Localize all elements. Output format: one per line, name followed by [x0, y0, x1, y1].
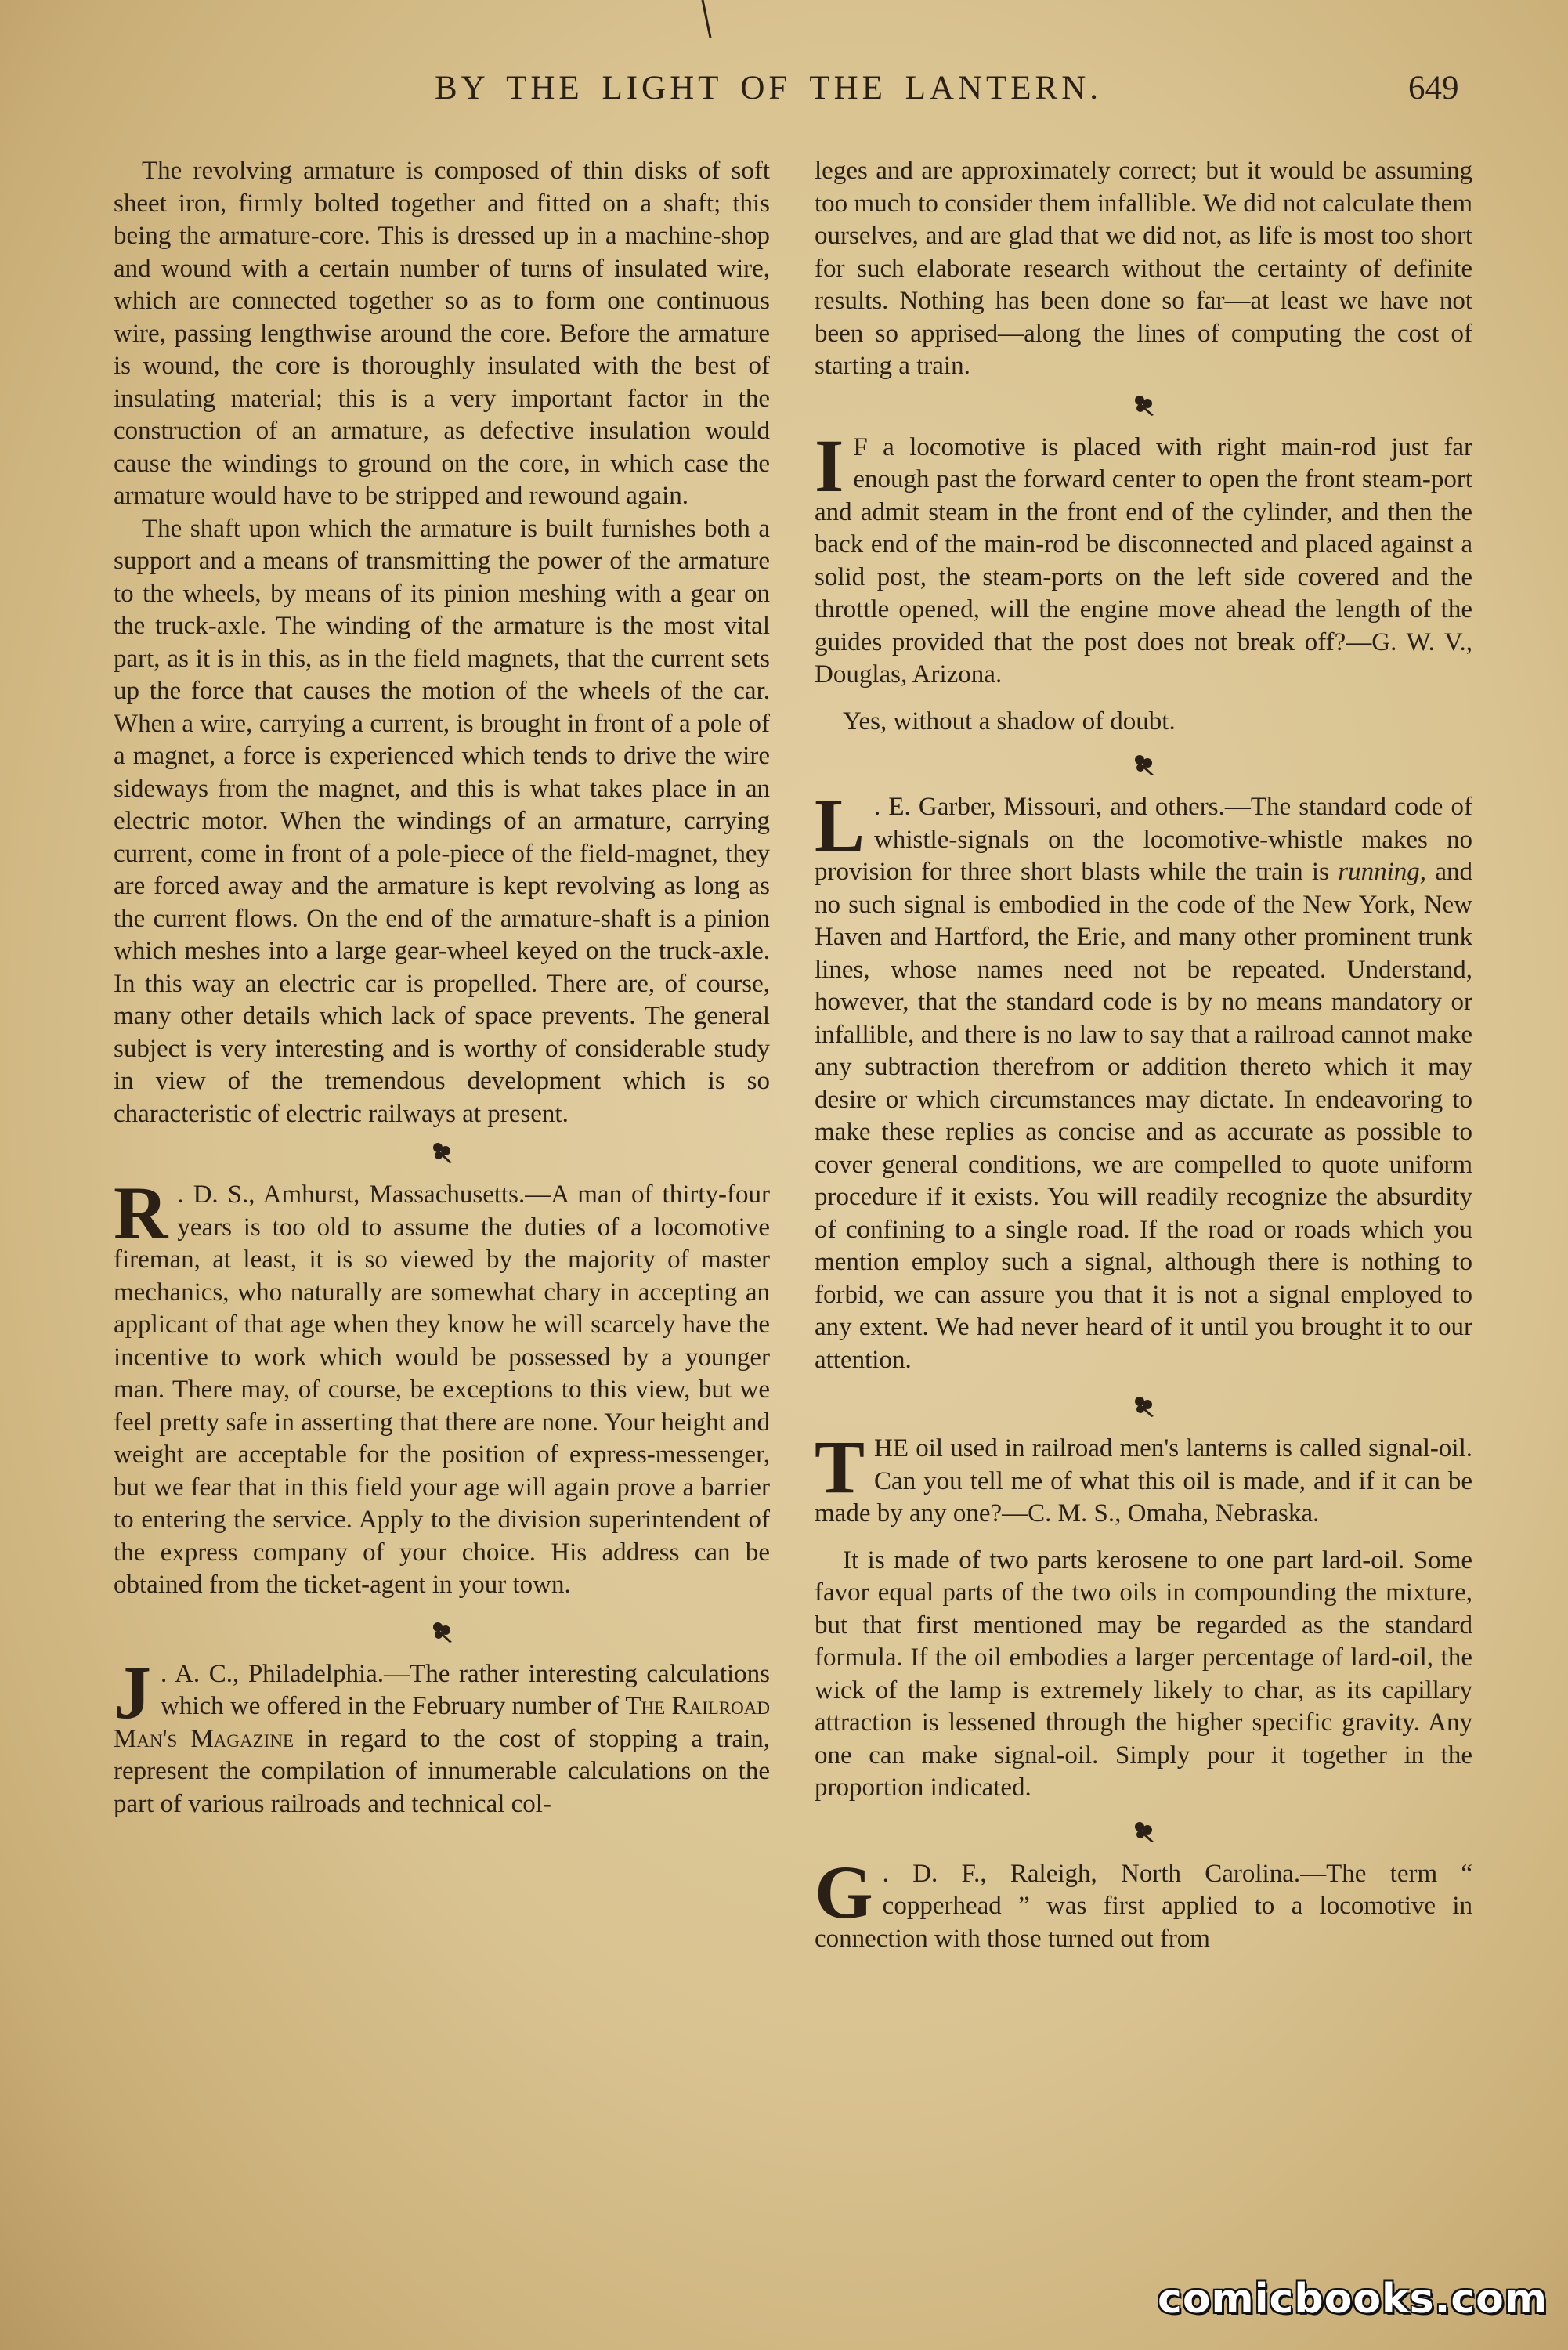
query-rds [114, 1171, 770, 1602]
armature-paragraph-2: The shaft upon which the armature is built furnishes both a support and a means of transmitting the power of the armature to the wheels, by means of its pinion meshing with a gear on the truck-axle. The winding of the armature is the most vital part, as it is in this, as in the field magnets, that the current sets up the force that causes the motion of the wheels of the car. When a wire, carrying a current, is brought in front of a pole of a magnet, a force is experienced which tends to drive the wire sideways from the magnet, and this is what takes place in an electric motor. When the windings of an armature, carrying current, come in front of a pole-piece of the field-magnet, they are forced away and the armature is kept revolving as long as the current flows. On the end of the armature-shaft is a pinion which meshes into a large gear-wheel keyed on the truck-axle. In this way an electric car is propelled. There are, of course, many other details which lack of space prevents. The general subject is very interesting and is worthy of considerable study in view of the tremendous development which is so characteristic of electric railways at present. [114, 514, 770, 1128]
page-header [0, 69, 1568, 116]
query-gdf [815, 1849, 1472, 1956]
query-text [815, 783, 1472, 1376]
query-text: F a locomotive is placed with right main-rod just far enough past the forward center to open the front steam-port and admit steam in the front end of the cylinder, and then the back end of the main-rod be disconnected and placed against a solid post, the steam-ports on the left side covered and the throttle opened, will the engine move ahead the length of the guides provided that the post does not break off?—G. W. V., Douglas, Arizona. [815, 432, 1472, 689]
fleuron-icon [815, 749, 1472, 777]
drop-cap: J [114, 1650, 151, 1734]
fleuron-icon [114, 1616, 770, 1644]
fleuron-icon [815, 389, 1472, 418]
query-text-a: . A. C., Philadelphia.—The rather interesting calculations which we offered in the February number of [161, 1659, 770, 1720]
query-text-b: in regard to the cost of stopping a train, represent the compilation of innumerable calculations on the part of various railroads and technical col- [114, 1724, 770, 1818]
query-text-a: . E. Garber, Missouri, and others.—The standard code of whistle-signals on the locomotive-whistle makes no provision for three short blasts while the train is [815, 793, 1472, 886]
query-text [114, 1650, 770, 1821]
drop-cap: G [815, 1849, 873, 1934]
drop-cap: T [815, 1425, 865, 1509]
query-text: . D. S., Amhurst, Massachusetts.—A man of thirty-four years is too old to assume the duties of a locomotive fireman, at least, it is so viewed by the majority of master mechanics, who naturally are somewhat chary in accepting an applicant of that age when they know he will scarcely have the incentive to work which would be possessed by a younger man. There may, of course, be exceptions to this view, but we feel pretty safe in asserting that there are none. Your height and weight are acceptable for the position of express-messenger, but we fear that in this field your age will again prove a barrier to entering the service. Apply to the division superintendent of the express company of your choice. His address can be obtained from the ticket-agent in your town. [114, 1180, 770, 1599]
fleuron-icon [114, 1137, 770, 1165]
armature-paragraph-1: The revolving armature is composed of thin disks of soft sheet iron, firmly bolted together and fitted on a shaft; this being the armature-core. This is dressed up in a machine-shop and wound with a certain number of turns of insulated wire, which are connected together so as to form one continuous wire, passing lengthwise around the core. Before the armature is wound, the core is thoroughly insulated with the best of insulating material; this is a very important factor in the construction of an armature, as defective insulation would cause the windings to ground on the core, in which case the armature would have to be stripped and rewound again. [114, 157, 770, 510]
italic-word: running, [1338, 858, 1427, 886]
fleuron-icon [815, 1390, 1472, 1419]
query-text-b: and no such signal is embodied in the code of the New York, New Haven and Hartford, the Erie, and many other prominent trunk lines, whose names need not be repeated. Understand, however, that the standard code is by no means mandatory or infallible, and there is no law to say that a railroad cannot make any subtraction therefrom or addition thereto which it may desire or which circumstances may dictate. In endeavoring to make these replies as concise and as accurate as possible to cover general conditions, we are compelled to quote uniform procedure if it exists. You will readily recognize the absurdity of confining to a single road. If the road or roads which you mention employ such a signal, although there is nothing to forbid, we can assure you that it is not a signal employed to any extent. We had never heard of it until you brought it to our attention. [815, 858, 1472, 1374]
running-title: BY THE LIGHT OF THE LANTERN. [435, 70, 1103, 107]
query-garber [815, 783, 1472, 1376]
query-text: HE oil used in railroad men's lanterns is called signal-oil. Can you tell me of what this oil is made, and if it can be made by any one?—C. M. S., Omaha, Nebraska. [815, 1434, 1472, 1528]
right-column [815, 155, 1472, 1969]
answer-gwv: Yes, without a shadow of doubt. [843, 707, 1176, 736]
left-column [114, 155, 770, 1835]
answer-cms: It is made of two parts kerosene to one part lard-oil. Some favor equal parts of the two oils in compounding the mixture, but that first mentioned may be regarded as the standard formula. If the oil embodies a larger percentage of lard-oil, the wick of the lamp is extremely likely to char, as its capillary attraction is lessened through the higher specific gravity. Any one can make signal-oil. Simply pour it together in the proportion indicated. [815, 1546, 1472, 1802]
page-crease-mark [701, 0, 712, 39]
query-cms [815, 1425, 1472, 1531]
magazine-title: The Railroad Man's Magazine [114, 1692, 770, 1753]
query-text: . D. F., Raleigh, North Carolina.—The term “ copperhead ” was first applied to a locomotive in connection with those turned out from [815, 1859, 1472, 1953]
continued-paragraph: leges and are approximately correct; but it would be assuming too much to consider them infallible. We did not calculate them ourselves, and are glad that we did not, as life is most too short for such elaborate research without the certainty of definite results. Nothing has been done so far—at least we have not been so apprised—along the lines of computing the cost of starting a train. [815, 157, 1472, 380]
query-gwv [815, 423, 1472, 692]
site-watermark: comicbooks.com [1158, 2276, 1548, 2323]
page-number: 649 [1408, 70, 1459, 107]
drop-cap: I [815, 423, 844, 508]
drop-cap: R [114, 1171, 168, 1255]
drop-cap: L [815, 783, 865, 867]
fleuron-icon [815, 1816, 1472, 1844]
query-jac [114, 1650, 770, 1821]
